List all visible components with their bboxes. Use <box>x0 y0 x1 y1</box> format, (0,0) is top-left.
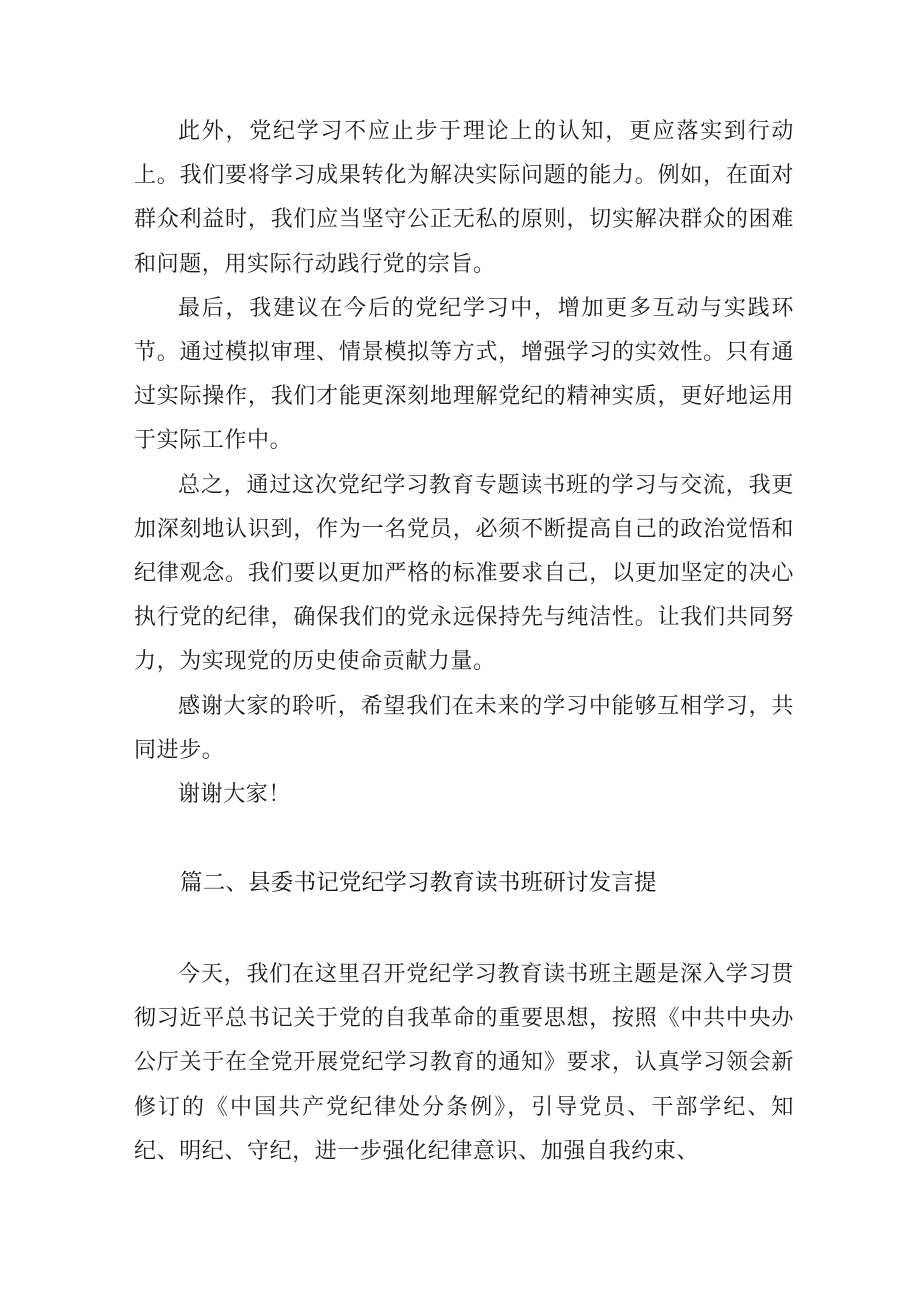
paragraph: 谢谢大家！ <box>178 782 292 808</box>
paragraph: 感谢大家的聆听，希望我们在未来的学习中能够互相学习，共同进步。 <box>134 693 794 763</box>
body-text-top <box>134 110 794 817</box>
paragraph: 总之，通过这次党纪学习教育专题读书班的学习与交流，我更加深刻地认识到，作为一名党员，必须不断提高自己的政治觉悟和纪律观念。我们要以更加严格的标准要求自己，以更加坚定的决心执行党的纪律，确保我们的党永远保持先与纯洁性。让我们共同努力，为实现党的历史使命贡献力量。 <box>134 472 794 675</box>
body-text-bottom <box>134 953 794 1174</box>
section-heading: 篇二、县委书记党纪学习教育读书班研讨发言提 <box>180 870 657 896</box>
paragraph: 最后，我建议在今后的党纪学习中，增加更多互动与实践环节。通过模拟审理、情景模拟等方式，增强学习的实效性。只有通过实际操作，我们才能更深刻地理解党纪的精神实质，更好地运用于实际工作中。 <box>134 295 794 454</box>
paragraph: 今天，我们在这里召开党纪学习教育读书班主题是深入学习贯彻习近平总书记关于党的自我革命的重要思想，按照《中共中央办公厅关于在全党开展党纪学习教育的通知》要求，认真学习领会新修订的《中国共产党纪律处分条例》，引导党员、干部学纪、知纪、明纪、守纪，进一步强化纪律意识、加强自我约束、 <box>134 962 794 1164</box>
paragraph: 此外，党纪学习不应止步于理论上的认知，更应落实到行动上。我们要将学习成果转化为解决实际问题的能力。例如，在面对群众利益时，我们应当坚守公正无私的原则，切实解决群众的困难和问题，用实际行动践行党的宗旨。 <box>134 119 794 277</box>
